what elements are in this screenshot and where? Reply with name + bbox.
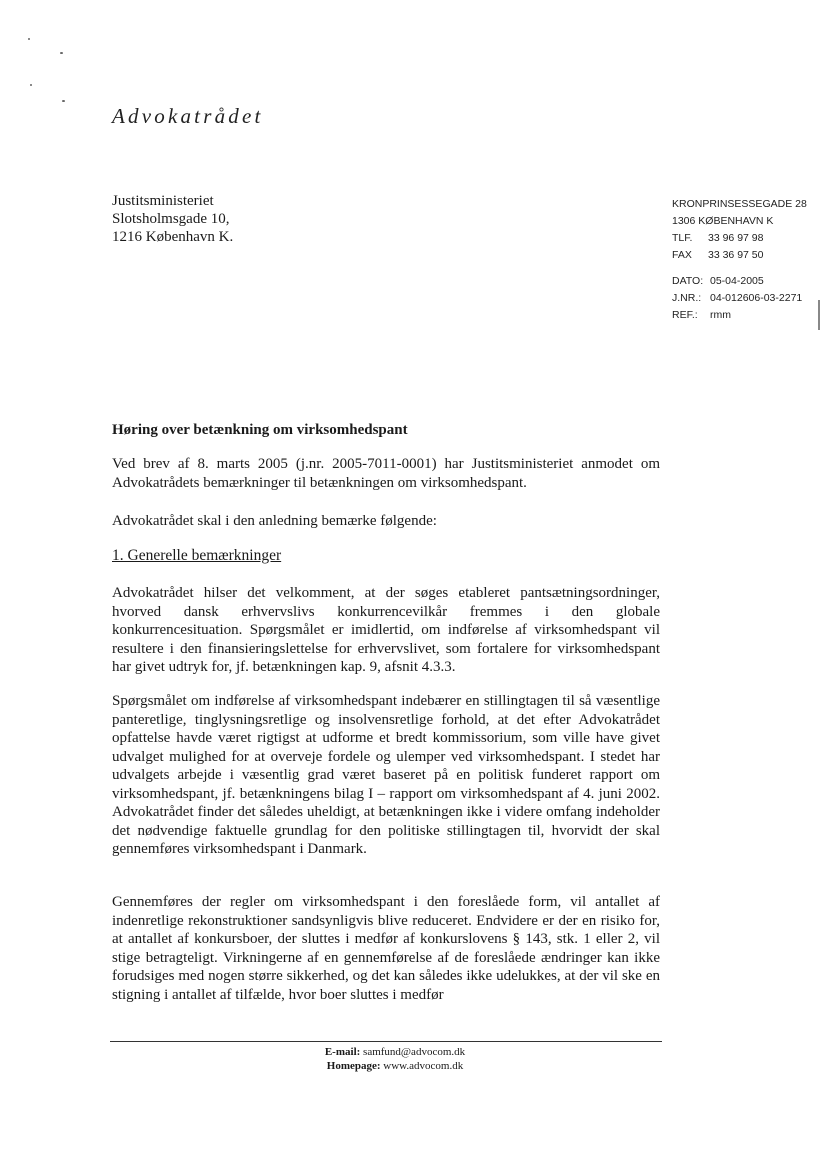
email-link[interactable]: samfund@advocom.dk (363, 1046, 466, 1058)
recipient-address (112, 192, 233, 246)
scan-speck (28, 38, 30, 40)
body-paragraph-2: Spørgsmålet om indførelse af virksomhedspant indebærer en stillingtagen til så væsentlige panteretlige, tinglysningsretlige og insolvensretlige forhold, at det efter Advokatrådet opfattelse havde været rigtigst at udforme et bredt kommissorium, som ville have givet udvalget mulighed for at overveje fordele og ulemper ved virksomhedspant. I stedet har udvalgets arbejde i væsentlig grad været baseret på en politisk funderet rapport om virksomhedspant, jf. betænkningens bilag I – rapport om virksomhedspant af 4. juni 2002. Advokatrådet finder det således uheldigt, at betænkningen ikke i videre omfang indeholder det nødvendige faktuelle grundlag for den politiske stillingtagen til, hvorvidt der skal gennemføres virksomhedspant i Danmark. (112, 693, 660, 857)
footer-contact (270, 1045, 520, 1073)
intro-paragraph: Ved brev af 8. marts 2005 (j.nr. 2005-7011-0001) har Justitsministeriet anmodet om Advokatrådets bemærkninger til betænkningen om virksomhedspant. (112, 456, 660, 491)
homepage-label: Homepage: (326, 1060, 381, 1072)
scan-speck (818, 300, 820, 330)
letter-subject: Høring over betænkning om virksomhedspant (112, 422, 408, 438)
footer-divider (110, 1041, 662, 1042)
letter-date (672, 273, 807, 290)
sender-city: 1306 KØBENHAVN K (672, 215, 774, 227)
scan-speck (30, 84, 32, 86)
fax-value: 33 36 97 50 (708, 249, 764, 261)
footer-email (270, 1045, 520, 1059)
letterhead-logo: Advokatrådet (112, 104, 264, 128)
homepage-link[interactable]: www.advocom.dk (383, 1060, 464, 1072)
email-label: E-mail: (324, 1046, 361, 1058)
recipient-city: 1216 København K. (112, 229, 234, 245)
sender-phone (672, 230, 807, 247)
body-paragraph-3: Gennemføres der regler om virksomhedspant i den foreslåede form, vil antallet af indenretlige rekonstruktioner sandsynligvis blive reduceret. Endvidere er der en risiko for, at antallet af konkursboer, der sluttes i medfør af konkurslovens § 143, stk. 1 eller 2, vil stige betragteligt. Virkningerne af en gennemførelse af de foreslåede ændringer kan ikke forudsiges med nogen større sikkerhed, og det kan således ikke udelukkes, at der vil ske en stigning i antallet af tilfælde, hvor boer sluttes i medfør (112, 894, 660, 1003)
reference (672, 307, 807, 324)
section-heading: 1. Generelle bemærkninger (112, 547, 282, 564)
date-label: DATO: (672, 275, 704, 287)
phone-label: TLF. (672, 232, 693, 244)
footer-homepage (270, 1059, 520, 1073)
sender-street: KRONPRINSESSEGADE 28 (672, 198, 807, 210)
ref-value: rmm (710, 309, 731, 321)
jnr-value: 04-012606-03-2271 (710, 292, 803, 304)
journal-number (672, 290, 807, 307)
scan-speck (60, 52, 63, 54)
scan-speck (62, 100, 65, 102)
date-value: 05-04-2005 (710, 275, 764, 287)
jnr-label: J.NR.: (672, 292, 702, 304)
fax-label: FAX (672, 249, 692, 261)
lead-paragraph: Advokatrådet skal i den anledning bemærke følgende: (112, 513, 437, 529)
ref-label: REF.: (672, 309, 698, 321)
body-paragraph-1: Advokatrådet hilser det velkomment, at der søges etableret pantsætningsordninger, hvorved dansk erhvervslivs konkurrencevilkår fremmes i den globale konkurrencesituation. Spørgsmålet er imidlertid, om indførelse af virksomhedspant vil resultere i den finansieringslettelse for erhvervslivet, som fortalere for virksomhedspant har givet udtryk for, jf. betænkningen kap. 9, afsnit 4.3.3. (112, 585, 660, 675)
sender-fax (672, 247, 807, 264)
recipient-name: Justitsministeriet (112, 193, 214, 209)
phone-value: 33 96 97 98 (708, 232, 764, 244)
sender-info (672, 196, 807, 324)
recipient-street: Slotsholmsgade 10, (112, 211, 230, 227)
